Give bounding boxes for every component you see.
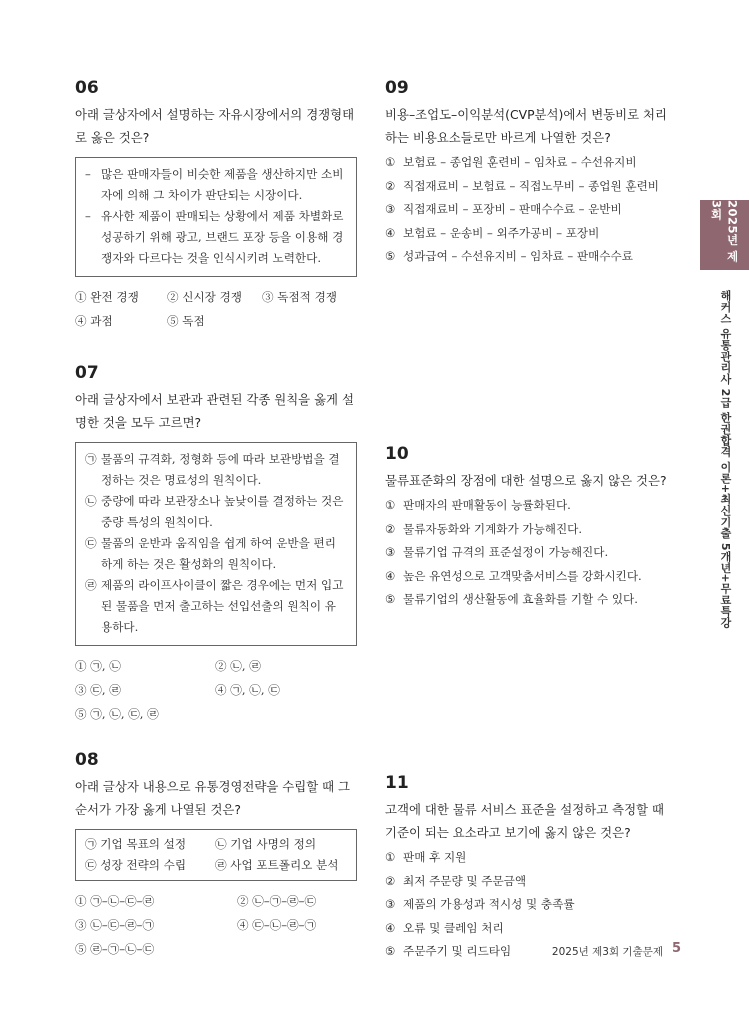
choice-5[interactable]: ⑤ ㉠, ㉡, ㉢, ㉣ [75,707,159,721]
option-5[interactable]: ⑤ 물류기업의 생산활동에 효율화를 기할 수 있다. [385,592,638,606]
option-4[interactable]: ④ 높은 유연성으로 고객맞춤서비스를 강화시킨다. [385,568,642,583]
answer-choices [75,285,357,333]
question-number: 07 [75,363,99,383]
question-text: 아래 글상자에서 보관과 관련된 각종 원칙을 옳게 설명한 것을 모두 고르면? [75,392,354,430]
footer-label: 2025년 제3회 기출문제 [551,946,663,958]
option-4[interactable]: ④ 보험료 – 운송비 – 외주가공비 – 포장비 [385,225,600,240]
side-tab [700,200,749,270]
question-text: 아래 글상자 내용으로 유통경영전략을 수립할 때 그 순서가 가장 옳게 나열된 것은? [75,779,350,817]
question-text: 고객에 대한 물류 서비스 표준을 설정하고 측정할 때 기준이 되는 요소라고 보기에 옳지 않은 것은? [385,802,664,840]
question-10 [385,443,673,612]
question-number: 06 [75,78,99,98]
answer-options [385,151,673,269]
text-box [75,157,357,277]
choice-1[interactable]: ① 완전 경쟁 [75,290,139,304]
choice-3[interactable]: ③ ㉡–㉢–㉣–㉠ [75,918,155,932]
choice-5[interactable]: ⑤ ㉣–㉠–㉡–㉢ [75,942,155,956]
box-line: ㉣ 제품의 라이프사이클이 짧은 경우에는 먼저 입고된 물품을 먼저 출고하는 선입선출의 원칙이 유용하다. [85,578,344,634]
option-3[interactable]: ③ 직접재료비 – 포장비 – 판매수수료 – 운반비 [385,202,622,216]
question-07 [75,362,357,726]
choice-4[interactable]: ④ ㉢–㉡–㉣–㉠ [237,918,317,932]
option-3[interactable]: ③ 물류기업 규격의 표준설정이 가능해진다. [385,545,609,559]
choice-3[interactable]: ③ ㉢, ㉣ [75,683,121,697]
question-08 [75,749,357,961]
question-text: 물류표준화의 장점에 대한 설명으로 옳지 않은 것은? [385,473,667,488]
box-line: ㉢ 물품의 운반과 움직임을 쉽게 하여 운반을 편리하게 하는 것은 활성화의 원칙이다. [85,536,336,571]
option-1[interactable]: ① 판매 후 지원 [385,850,467,864]
text-box [75,442,357,646]
option-2[interactable]: ② 물류자동화와 기계화가 가능해진다. [385,521,583,536]
box-line: – 유사한 제품이 판매되는 상황에서 제품 차별화로 성공하기 위해 광고, 브랜드 포장 등을 이용해 경쟁자와 다르다는 것을 인식시키려 노력한다. [85,209,344,265]
option-3[interactable]: ③ 제품의 가용성과 적시성 및 충족률 [385,897,575,911]
question-text: 비용–조업도–이익분석(CVP분석)에서 변동비로 처리하는 비용요소들로만 바르게 나열한 것은? [385,107,667,145]
choice-4[interactable]: ④ ㉠, ㉡, ㉢ [215,683,280,697]
question-number: 11 [385,773,409,793]
choice-2[interactable]: ② ㉡–㉠–㉣–㉢ [237,894,317,908]
question-text: 아래 글상자에서 설명하는 자유시장에서의 경쟁형태로 옳은 것은? [75,107,355,145]
answer-choices [75,654,357,726]
text-box [75,829,357,881]
box-line: – 많은 판매자들이 비슷한 제품을 생산하지만 소비자에 의해 그 차이가 판단되는 시장이다. [85,167,344,202]
option-1[interactable]: ① 보험료 – 종업원 훈련비 – 임차료 – 수선유지비 [385,155,637,169]
question-number: 10 [385,444,409,464]
question-09 [385,77,673,269]
page-number: 5 [671,941,681,956]
choice-2[interactable]: ② ㉡, ㉣ [215,659,261,673]
box-line: ㉠ 물품의 규격화, 정형화 등에 따라 보관방법을 결정하는 것은 명료성의 원칙이다. [85,452,340,487]
choice-3[interactable]: ③ 독점적 경쟁 [262,290,337,304]
box-line: ㉢ 성장 전략의 수립 ㉣ 사업 포트폴리오 분석 [85,858,339,872]
choice-1[interactable]: ① ㉠–㉡–㉢–㉣ [75,894,155,908]
side-title: 해커스 유통관리사 2급 한권합격 이론+최신기출 5개년+무료특강 [719,290,732,629]
choice-4[interactable]: ④ 과점 [75,314,113,328]
choice-5[interactable]: ⑤ 독점 [167,314,205,328]
choice-1[interactable]: ① ㉠, ㉡ [75,659,121,673]
question-06 [75,77,357,333]
question-number: 09 [385,78,409,98]
option-1[interactable]: ① 판매자의 판매활동이 능률화된다. [385,498,571,512]
option-5[interactable]: ⑤ 성과급여 – 수선유지비 – 임차료 – 판매수수료 [385,249,633,263]
box-line: ㉡ 중량에 따라 보관장소나 높낮이를 결정하는 것은 중량 특성의 원칙이다. [85,494,344,529]
option-2[interactable]: ② 최저 주문량 및 주문금액 [385,873,527,888]
question-number: 08 [75,750,99,770]
answer-choices [75,889,357,961]
box-line: ㉠ 기업 목표의 설정 ㉡ 기업 사명의 정의 [85,837,317,851]
option-2[interactable]: ② 직접재료비 – 보험료 – 직접노무비 – 종업원 훈련비 [385,178,659,193]
answer-options [385,494,673,612]
question-11 [385,772,673,964]
side-tab-label: 2025년 제3회 [709,200,740,263]
option-4[interactable]: ④ 오류 및 클레임 처리 [385,920,504,935]
choice-2[interactable]: ② 신시장 경쟁 [167,290,242,304]
option-5[interactable]: ⑤ 주문주기 및 리드타임 [385,944,512,958]
